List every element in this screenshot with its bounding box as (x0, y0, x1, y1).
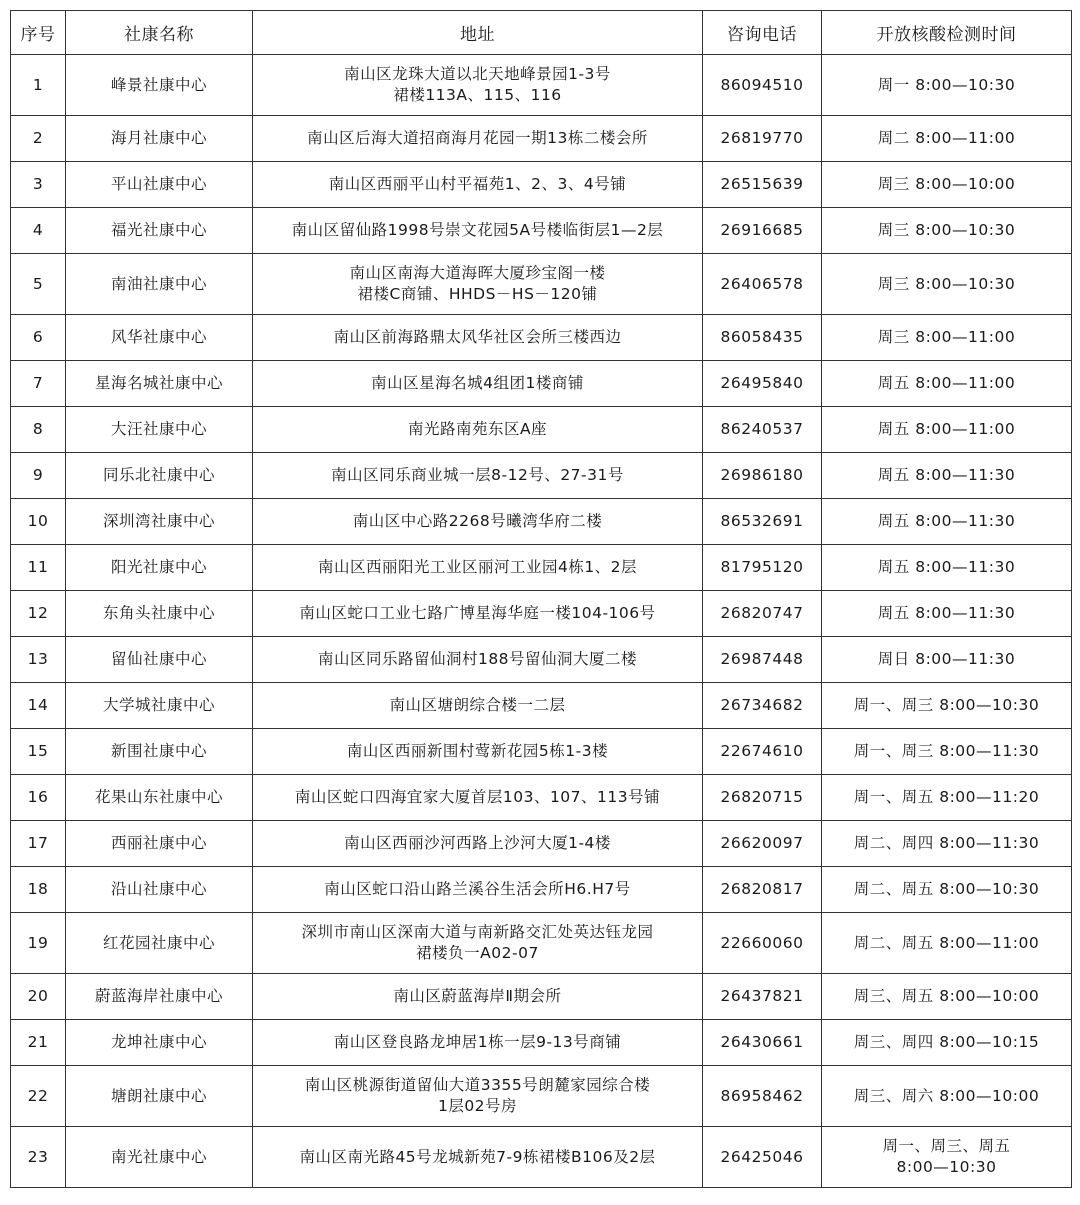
cell-no: 1 (11, 55, 66, 116)
table-row (11, 591, 1072, 637)
cell-phone: 22674610 (703, 729, 822, 775)
cell-no: 2 (11, 116, 66, 162)
cell-phone: 26916685 (703, 208, 822, 254)
cell-time-line: 周三 8:00—10:30 (877, 274, 1016, 293)
cell-time (822, 591, 1072, 637)
cell-address-line: 南山区登良路龙坤居1栋一层9-13号商铺 (333, 1033, 622, 1051)
cell-no: 21 (11, 1020, 66, 1066)
cell-name: 南光社康中心 (66, 1127, 253, 1188)
header-name: 社康名称 (66, 11, 253, 55)
cell-time (822, 775, 1072, 821)
table-row (11, 453, 1072, 499)
cell-address-line: 南山区桃源街道留仙大道3355号朗麓家园综合楼 (304, 1076, 651, 1094)
cell-address-line: 深圳市南山区深南大道与南新路交汇处英达钰龙园 (301, 923, 654, 941)
cell-no: 20 (11, 974, 66, 1020)
cell-address (253, 821, 703, 867)
cell-no: 9 (11, 453, 66, 499)
cell-phone: 86058435 (703, 315, 822, 361)
cell-address (253, 913, 703, 974)
cell-phone: 26430661 (703, 1020, 822, 1066)
cell-address (253, 208, 703, 254)
cell-time-line: 周五 8:00—11:30 (877, 604, 1016, 622)
cell-phone: 26819770 (703, 116, 822, 162)
cell-no: 17 (11, 821, 66, 867)
cell-no: 7 (11, 361, 66, 407)
cell-no: 16 (11, 775, 66, 821)
cell-time (822, 1066, 1072, 1127)
cell-name: 花果山东社康中心 (66, 775, 253, 821)
cell-address (253, 315, 703, 361)
cell-no: 10 (11, 499, 66, 545)
cell-phone: 86094510 (703, 55, 822, 116)
cell-phone: 26820715 (703, 775, 822, 821)
cell-address (253, 683, 703, 729)
cell-phone: 81795120 (703, 545, 822, 591)
cell-name: 东角头社康中心 (66, 591, 253, 637)
cell-name: 平山社康中心 (66, 162, 253, 208)
header-phone: 咨询电话 (703, 11, 822, 55)
cell-address-line: 南山区南光路45号龙城新苑7-9栋裙楼B106及2层 (299, 1147, 656, 1166)
header-row (11, 11, 1072, 55)
cell-phone: 22660060 (703, 913, 822, 974)
cell-no: 6 (11, 315, 66, 361)
cell-time-line: 周五 8:00—11:30 (877, 558, 1016, 576)
cell-no: 19 (11, 913, 66, 974)
cell-phone: 26734682 (703, 683, 822, 729)
cell-time-line: 周三 8:00—10:30 (877, 221, 1016, 239)
cell-address-line: 南光路南苑东区A座 (407, 420, 548, 438)
cell-time (822, 1127, 1072, 1188)
cell-name: 西丽社康中心 (66, 821, 253, 867)
cell-time-line: 周一 8:00—10:30 (877, 75, 1016, 94)
cell-address-line: 南山区蛇口四海宜家大厦首层103、107、113号铺 (294, 788, 661, 806)
cell-phone: 26495840 (703, 361, 822, 407)
cell-time (822, 867, 1072, 913)
cell-address (253, 55, 703, 116)
cell-time-line: 周三、周六 8:00—10:00 (853, 1086, 1040, 1105)
cell-time-line: 周五 8:00—11:00 (877, 420, 1016, 438)
cell-address (253, 775, 703, 821)
cell-address-line: 南山区龙珠大道以北天地峰景园1-3号 (344, 65, 611, 83)
cell-time (822, 974, 1072, 1020)
cell-time (822, 821, 1072, 867)
cell-time (822, 315, 1072, 361)
cell-address-line: 裙楼负一A02-07 (416, 944, 539, 962)
cell-time-line: 周五 8:00—11:30 (877, 512, 1016, 530)
table-body (11, 55, 1072, 1188)
table-row (11, 637, 1072, 683)
cell-time (822, 55, 1072, 116)
cell-name: 龙坤社康中心 (66, 1020, 253, 1066)
cell-address (253, 867, 703, 913)
cell-address-line: 南山区南海大道海晖大厦珍宝阁一楼 (349, 264, 606, 282)
table-row (11, 499, 1072, 545)
cell-time-line: 周三、周五 8:00—10:00 (853, 987, 1040, 1005)
table-row (11, 974, 1072, 1020)
cell-time (822, 208, 1072, 254)
cell-address-line: 裙楼113A、115、116 (393, 86, 562, 104)
cell-address (253, 162, 703, 208)
cell-address-line: 南山区后海大道招商海月花园一期13栋二楼会所 (307, 129, 648, 147)
cell-time (822, 254, 1072, 315)
cell-time-line: 周一、周五 8:00—11:20 (853, 788, 1040, 806)
cell-no: 23 (11, 1127, 66, 1188)
cell-no: 18 (11, 867, 66, 913)
cell-name: 新围社康中心 (66, 729, 253, 775)
cell-time-line: 周二、周五 8:00—11:00 (853, 933, 1040, 952)
cell-address-line: 裙楼C商铺、HHDS－HS－120铺 (357, 285, 598, 303)
cell-time-line: 周三 8:00—10:00 (877, 175, 1016, 193)
cell-time-line: 周二、周四 8:00—11:30 (853, 834, 1040, 852)
cell-name: 红花园社康中心 (66, 913, 253, 974)
cell-time-line: 周三、周四 8:00—10:15 (853, 1033, 1040, 1051)
cell-no: 15 (11, 729, 66, 775)
cell-address (253, 1020, 703, 1066)
cell-phone: 26515639 (703, 162, 822, 208)
cell-address (253, 729, 703, 775)
cell-address-line: 南山区蛇口沿山路兰溪谷生活会所H6.H7号 (324, 880, 631, 898)
header-address: 地址 (253, 11, 703, 55)
cell-address (253, 499, 703, 545)
table-row (11, 775, 1072, 821)
cell-time-line: 周一、周三 8:00—11:30 (853, 742, 1040, 760)
cell-no: 11 (11, 545, 66, 591)
cell-no: 5 (11, 254, 66, 315)
cell-phone: 86958462 (703, 1066, 822, 1127)
cell-phone: 26437821 (703, 974, 822, 1020)
cell-address (253, 116, 703, 162)
cell-phone: 26986180 (703, 453, 822, 499)
cell-phone: 26406578 (703, 254, 822, 315)
cell-address (253, 361, 703, 407)
cell-time (822, 162, 1072, 208)
cell-name: 峰景社康中心 (66, 55, 253, 116)
cell-address-line: 1层02号房 (437, 1097, 518, 1115)
table-row (11, 116, 1072, 162)
table-row (11, 729, 1072, 775)
cell-name: 星海名城社康中心 (66, 361, 253, 407)
cell-time (822, 361, 1072, 407)
cell-address-line: 南山区塘朗综合楼一二层 (389, 696, 566, 714)
table-row (11, 407, 1072, 453)
cell-no: 13 (11, 637, 66, 683)
cell-time-line: 周一、周三 8:00—10:30 (853, 696, 1040, 714)
table-row (11, 208, 1072, 254)
cell-address (253, 1066, 703, 1127)
cell-name: 同乐北社康中心 (66, 453, 253, 499)
cell-time (822, 913, 1072, 974)
cell-time (822, 683, 1072, 729)
cell-address (253, 254, 703, 315)
cell-address (253, 974, 703, 1020)
cell-time-line: 8:00—10:30 (896, 1158, 997, 1176)
cell-phone: 26820747 (703, 591, 822, 637)
cell-phone: 26425046 (703, 1127, 822, 1188)
cell-address (253, 545, 703, 591)
cell-time-line: 周三 8:00—11:00 (877, 328, 1016, 346)
table-row (11, 545, 1072, 591)
cell-address-line: 南山区西丽平山村平福苑1、2、3、4号铺 (328, 175, 627, 193)
cell-name: 南油社康中心 (66, 254, 253, 315)
cell-name: 大学城社康中心 (66, 683, 253, 729)
cell-name: 塘朗社康中心 (66, 1066, 253, 1127)
table-row (11, 867, 1072, 913)
header-no: 序号 (11, 11, 66, 55)
cell-time (822, 637, 1072, 683)
cell-name: 沿山社康中心 (66, 867, 253, 913)
cell-address-line: 南山区西丽新围村莺新花园5栋1-3楼 (346, 742, 609, 760)
cell-time-line: 周日 8:00—11:30 (877, 650, 1016, 668)
table-row (11, 162, 1072, 208)
cell-address (253, 453, 703, 499)
table-row (11, 683, 1072, 729)
cell-phone: 26987448 (703, 637, 822, 683)
cell-address-line: 南山区前海路鼎太风华社区会所三楼西边 (333, 328, 622, 346)
cell-phone: 86240537 (703, 407, 822, 453)
cell-no: 3 (11, 162, 66, 208)
cell-address-line: 南山区同乐路留仙洞村188号留仙洞大厦二楼 (317, 650, 638, 668)
cell-no: 22 (11, 1066, 66, 1127)
table-row (11, 1020, 1072, 1066)
cell-name: 阳光社康中心 (66, 545, 253, 591)
cell-address-line: 南山区留仙路1998号崇文花园5A号楼临街层1—2层 (291, 221, 664, 239)
cell-name: 深圳湾社康中心 (66, 499, 253, 545)
cell-address (253, 407, 703, 453)
testing-sites-table (10, 10, 1072, 1188)
cell-time (822, 453, 1072, 499)
cell-address (253, 637, 703, 683)
cell-time (822, 407, 1072, 453)
table-row (11, 913, 1072, 974)
cell-address-line: 南山区西丽沙河西路上沙河大厦1-4楼 (344, 834, 611, 852)
cell-name: 风华社康中心 (66, 315, 253, 361)
cell-address-line: 南山区蔚蓝海岸Ⅱ期会所 (393, 987, 562, 1005)
cell-phone: 26620097 (703, 821, 822, 867)
table-row (11, 821, 1072, 867)
cell-address (253, 591, 703, 637)
cell-address-line: 南山区中心路2268号曦湾华府二楼 (352, 512, 603, 530)
table-row (11, 361, 1072, 407)
cell-time-line: 周五 8:00—11:00 (877, 374, 1016, 392)
cell-address-line: 南山区星海名城4组团1楼商铺 (371, 374, 584, 392)
cell-phone: 86532691 (703, 499, 822, 545)
cell-no: 8 (11, 407, 66, 453)
table-row (11, 315, 1072, 361)
cell-time-line: 周二、周五 8:00—10:30 (853, 880, 1040, 898)
cell-time (822, 116, 1072, 162)
table-row (11, 254, 1072, 315)
cell-time (822, 545, 1072, 591)
cell-name: 蔚蓝海岸社康中心 (66, 974, 253, 1020)
cell-time (822, 1020, 1072, 1066)
table-row (11, 1127, 1072, 1188)
cell-no: 12 (11, 591, 66, 637)
table-row (11, 55, 1072, 116)
table-row (11, 1066, 1072, 1127)
cell-time (822, 499, 1072, 545)
cell-time-line: 周二 8:00—11:00 (877, 129, 1016, 147)
header-time: 开放核酸检测时间 (822, 11, 1072, 55)
cell-time-line: 周一、周三、周五 (882, 1137, 1011, 1155)
cell-name: 海月社康中心 (66, 116, 253, 162)
cell-address-line: 南山区蛇口工业七路广博星海华庭一楼104-106号 (299, 604, 656, 622)
cell-address (253, 1127, 703, 1188)
cell-name: 福光社康中心 (66, 208, 253, 254)
cell-time (822, 729, 1072, 775)
cell-time-line: 周五 8:00—11:30 (877, 466, 1016, 484)
cell-phone: 26820817 (703, 867, 822, 913)
cell-name: 留仙社康中心 (66, 637, 253, 683)
cell-no: 14 (11, 683, 66, 729)
cell-address-line: 南山区同乐商业城一层8-12号、27-31号 (331, 466, 624, 484)
cell-no: 4 (11, 208, 66, 254)
cell-name: 大汪社康中心 (66, 407, 253, 453)
cell-address-line: 南山区西丽阳光工业区丽河工业园4栋1、2层 (317, 558, 638, 576)
